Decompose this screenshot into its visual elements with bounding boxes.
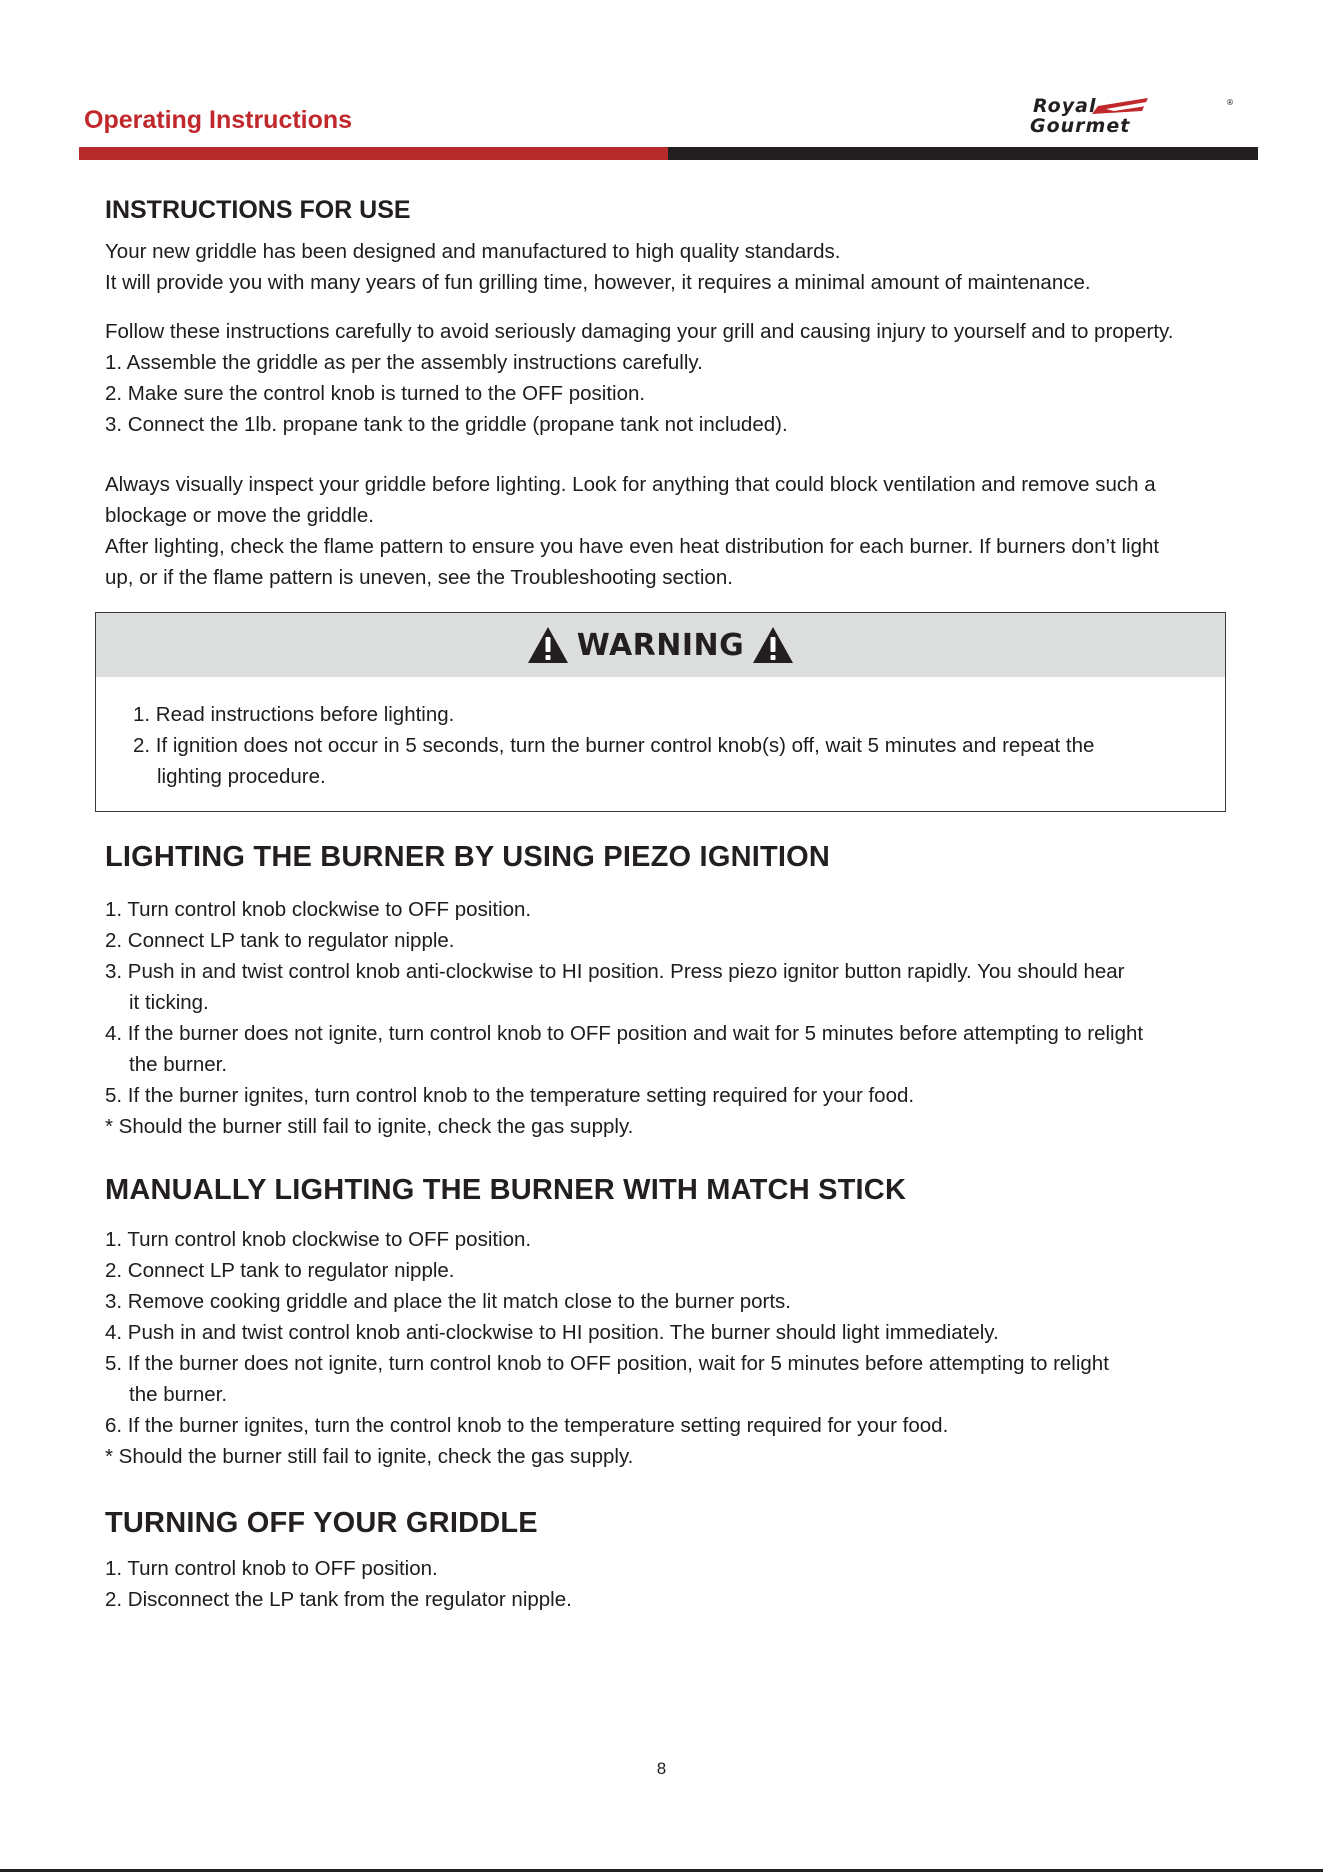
list-note: * Should the burner still fail to ignite, check the gas supply. <box>105 1445 634 1468</box>
warning-item: 2. If ignition does not occur in 5 seconds, turn the burner control knob(s) off, wait 5 minutes and repeat the lighting procedure. <box>133 734 1095 788</box>
setup-step: 1. Assemble the griddle as per the assembly instructions carefully. <box>105 351 703 374</box>
inspection-line: up, or if the flame pattern is uneven, see the Troubleshooting section. <box>105 566 733 589</box>
page-number: 8 <box>656 1759 667 1778</box>
warning-list <box>133 699 1094 792</box>
registered-mark: ® <box>1226 98 1234 107</box>
list-item: 4. If the burner does not ignite, turn control knob to OFF position and wait for 5 minutes before attempting to relight the burner. <box>105 1022 1144 1076</box>
match-steps <box>105 1224 1255 1472</box>
logo-line-2: Gourmet <box>1030 115 1131 135</box>
warning-triangle-icon <box>527 626 569 664</box>
page-section-title: Operating Instructions <box>84 106 353 134</box>
list-item: 4. Push in and twist control knob anti-clockwise to HI position. The burner should light immediately. <box>105 1321 999 1344</box>
piezo-steps <box>105 894 1255 1142</box>
setup-step: 3. Connect the 1lb. propane tank to the griddle (propane tank not included). <box>105 413 788 436</box>
list-item: 2. Connect LP tank to regulator nipple. <box>105 929 455 952</box>
inspection-line: blockage or move the griddle. <box>105 504 374 527</box>
list-note: * Should the burner still fail to ignite, check the gas supply. <box>105 1115 634 1138</box>
setup-paragraph <box>105 316 1255 440</box>
list-item: 1. Turn control knob clockwise to OFF position. <box>105 898 532 921</box>
warning-title: WARNING <box>576 627 745 663</box>
off-steps <box>105 1553 1255 1615</box>
list-item: 6. If the burner ignites, turn the control knob to the temperature setting required for your food. <box>105 1414 949 1437</box>
match-heading: MANUALLY LIGHTING THE BURNER WITH MATCH STICK <box>105 1174 907 1206</box>
piezo-heading: LIGHTING THE BURNER BY USING PIEZO IGNITION <box>105 841 831 873</box>
instructions-heading: INSTRUCTIONS FOR USE <box>105 196 411 224</box>
intro-line: Your new griddle has been designed and manufactured to high quality standards. <box>105 240 841 263</box>
warning-triangle-icon <box>752 626 794 664</box>
list-item: 2. Connect LP tank to regulator nipple. <box>105 1259 455 1282</box>
inspection-paragraph <box>105 469 1255 593</box>
list-item: 3. Push in and twist control knob anti-clockwise to HI position. Press piezo ignitor button rapidly. You should hear it ticking. <box>105 960 1125 1014</box>
intro-line: It will provide you with many years of fun grilling time, however, it requires a minimal amount of maintenance. <box>105 271 1091 294</box>
list-item: 5. If the burner ignites, turn control knob to the temperature setting required for your food. <box>105 1084 915 1107</box>
inspection-line: After lighting, check the flame pattern to ensure you have even heat distribution for each burner. If burners don’t light <box>105 535 1160 558</box>
warning-box <box>95 612 1226 812</box>
royal-gourmet-logo <box>1030 95 1235 135</box>
warning-header <box>96 613 1225 677</box>
logo-line-1: Royal <box>1033 95 1097 117</box>
header-rule-dark <box>668 147 1258 160</box>
setup-step: 2. Make sure the control knob is turned to the OFF position. <box>105 382 646 405</box>
setup-lead: Follow these instructions carefully to avoid seriously damaging your grill and causing injury to yourself and to property. <box>105 320 1174 343</box>
intro-paragraph <box>105 236 1255 298</box>
warning-item: 1. Read instructions before lighting. <box>133 703 455 726</box>
list-item: 1. Turn control knob to OFF position. <box>105 1557 438 1580</box>
flame-icon <box>1092 98 1152 114</box>
header-rule-red <box>79 147 668 160</box>
list-item: 3. Remove cooking griddle and place the lit match close to the burner ports. <box>105 1290 791 1313</box>
list-item: 2. Disconnect the LP tank from the regulator nipple. <box>105 1588 572 1611</box>
off-heading: TURNING OFF YOUR GRIDDLE <box>105 1507 538 1539</box>
list-item: 5. If the burner does not ignite, turn control knob to OFF position, wait for 5 minutes before attempting to relight the burner. <box>105 1352 1109 1406</box>
inspection-line: Always visually inspect your griddle before lighting. Look for anything that could block ventilation and remove such a <box>105 473 1156 496</box>
list-item: 1. Turn control knob clockwise to OFF position. <box>105 1228 532 1251</box>
